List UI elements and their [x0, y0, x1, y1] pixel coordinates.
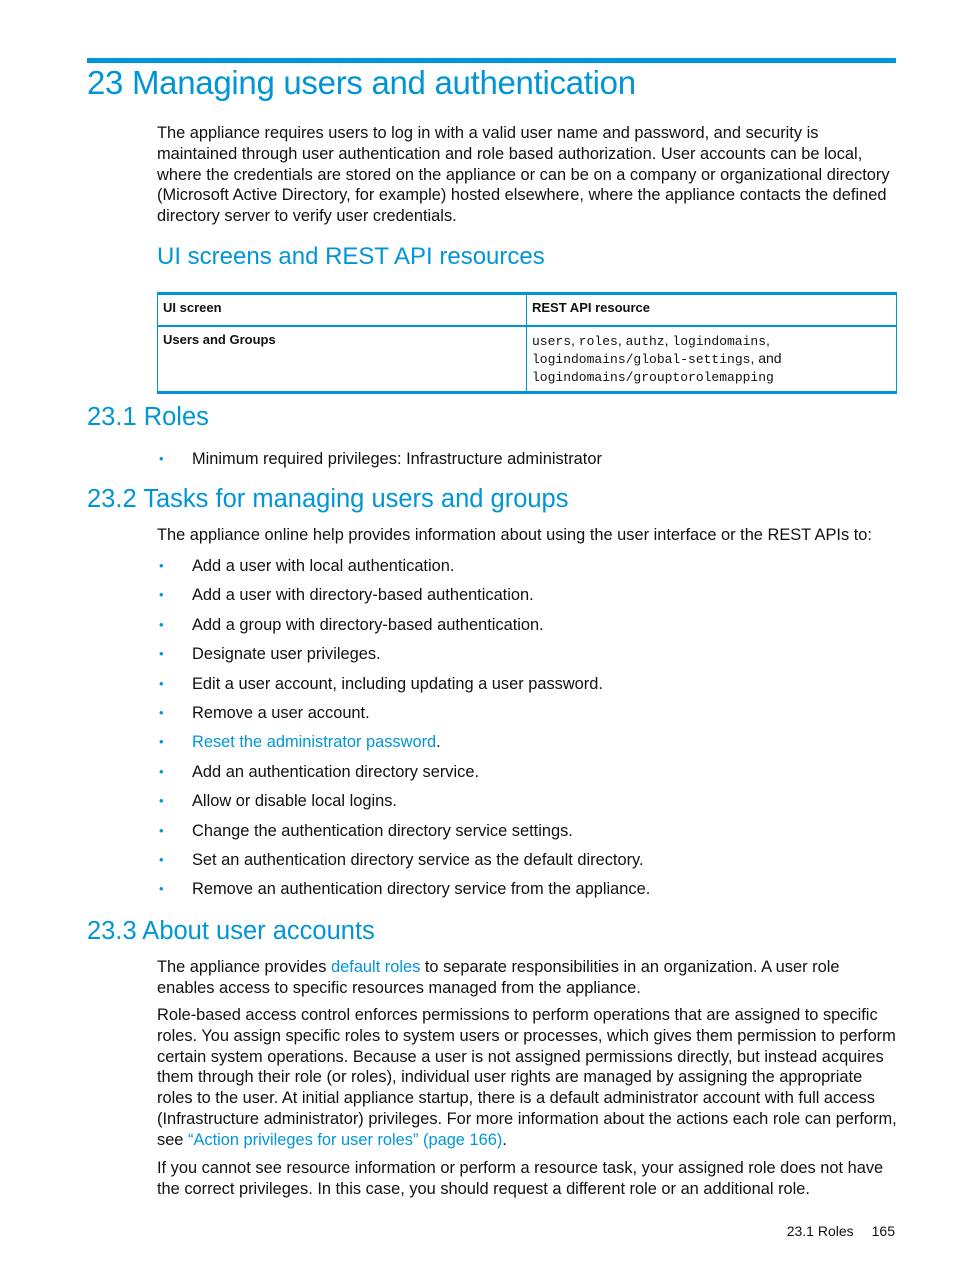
tasks-intro: The appliance online help provides information about using the user interface or the REST APIs to: — [157, 526, 872, 544]
bullet-icon: • — [159, 558, 164, 573]
roles-list — [157, 449, 897, 478]
list-item — [157, 821, 897, 850]
bullet-icon: • — [159, 616, 164, 632]
default-roles-link[interactable]: default roles — [331, 958, 421, 976]
bullet-icon: • — [159, 646, 164, 662]
bullet-icon: • — [159, 451, 164, 466]
bullet-icon: • — [159, 822, 164, 838]
chapter-title: 23 Managing users and authentication — [87, 64, 636, 101]
resource-separator: , — [617, 332, 626, 348]
list-item-text: Designate user privileges. — [192, 645, 381, 664]
list-item — [157, 879, 897, 908]
bullet-icon: • — [159, 763, 164, 779]
list-item — [157, 791, 897, 820]
accounts-paragraph-2 — [157, 1005, 897, 1151]
list-item-suffix: . — [436, 733, 441, 752]
list-item-text: Edit a user account, including updating a user password. — [192, 674, 603, 693]
tasks-heading: 23.2 Tasks for managing users and groups — [87, 485, 569, 513]
bullet-icon: • — [159, 675, 164, 691]
bullet-icon: • — [159, 704, 164, 720]
list-item-text: Add a group with directory-based authentication. — [192, 615, 544, 634]
list-item-text: Add a user with directory-based authentication. — [192, 586, 534, 605]
resource-users: users — [532, 334, 572, 349]
list-item — [157, 674, 897, 703]
list-item — [157, 585, 897, 614]
accounts-heading: 23.3 About user accounts — [87, 917, 375, 945]
list-item-text: Add a user with local authentication. — [192, 557, 455, 575]
ui-section-heading: UI screens and REST API resources — [157, 243, 545, 270]
chapter-intro: The appliance requires users to log in with a valid user name and password, and security is maintained through user authentication and role based authorization. User accounts can be local, where the credentials are stored on the appliance or can be on a company or organizational directory (Microsoft Active Directory, for example) hosted elsewhere, where the appliance contacts the defined directory server to verify user credentials. — [157, 124, 890, 226]
list-item-text: Allow or disable local logins. — [192, 792, 397, 811]
list-item-text: Change the authentication directory service settings. — [192, 821, 573, 840]
list-item — [157, 556, 897, 585]
table-cell-rest-resources — [527, 326, 897, 393]
tasks-list — [157, 556, 897, 909]
roles-heading: 23.1 Roles — [87, 403, 209, 431]
bullet-icon: • — [159, 881, 164, 897]
action-privileges-link[interactable]: “Action privileges for user roles” (page 166) — [187, 1130, 503, 1149]
resource-global-settings: logindomains/global-settings — [532, 352, 751, 367]
footer-section: 23.1 Roles — [786, 1223, 854, 1239]
resource-roles: roles — [578, 334, 618, 349]
resource-separator: , — [766, 332, 770, 348]
list-item-text: Remove a user account. — [192, 703, 370, 722]
bullet-icon: • — [159, 734, 164, 750]
table-header-ui-screen: UI screen — [158, 294, 527, 327]
resource-separator: , — [664, 332, 673, 348]
list-item — [157, 762, 897, 791]
accounts-paragraph-3: If you cannot see resource information or perform a resource task, your assigned role does not have the correct privileges. In this case, you should request a different role or an additional role. — [157, 1159, 884, 1198]
bullet-icon: • — [159, 851, 164, 867]
accounts-paragraph-1 — [157, 957, 897, 999]
list-item — [157, 615, 897, 644]
paragraph-text: . — [502, 1130, 507, 1149]
paragraph-text: The appliance provides — [157, 958, 332, 976]
table-cell-ui-screen: Users and Groups — [158, 326, 527, 393]
paragraph-text: Role-based access control enforces permissions to perform operations that are assigned to specific roles. You assign specific roles to system users or processes, which gives them permission to perform certain system operations. Because a user is not assigned permissions directly, but instead acquires them through their role (or roles), individual user rights are managed by assigning the appropriate roles to the user. At initial appliance startup, there is a default administrator account with full access (Infrastructure administrator) privileges. For more information about the actions each role can perform, see — [157, 1006, 897, 1149]
resource-logindomains: logindomains — [672, 334, 767, 349]
list-item-text: Add an authentication directory service. — [192, 762, 479, 781]
list-item-text: Remove an authentication directory service from the appliance. — [192, 880, 651, 899]
list-item-text: Set an authentication directory service as the default directory. — [192, 850, 644, 869]
reset-admin-password-link[interactable]: Reset the administrator password — [192, 733, 437, 752]
list-item — [157, 644, 897, 673]
resource-authz: authz — [625, 334, 665, 349]
rest-api-table — [157, 292, 897, 394]
list-item — [157, 732, 897, 761]
resource-grouptorolemapping: logindomains/grouptorolemapping — [532, 370, 774, 385]
list-item — [157, 449, 897, 478]
page-footer — [787, 1223, 895, 1239]
table-row — [158, 326, 897, 393]
page-number: 165 — [871, 1223, 895, 1239]
bullet-icon: • — [159, 587, 164, 603]
list-item-text: Minimum required privileges: Infrastructure administrator — [192, 450, 602, 468]
resource-separator: , — [571, 332, 579, 348]
resource-separator: , and — [750, 350, 782, 366]
list-item — [157, 850, 897, 879]
table-header-row — [158, 294, 897, 327]
table-header-rest-resource: REST API resource — [527, 294, 897, 327]
chapter-top-rule — [87, 58, 896, 63]
list-item — [157, 703, 897, 732]
paragraph-text: to separate responsibilities in an organization. A user role enables access to specific resources managed from the appliance. — [157, 958, 840, 997]
bullet-icon: • — [159, 793, 164, 809]
